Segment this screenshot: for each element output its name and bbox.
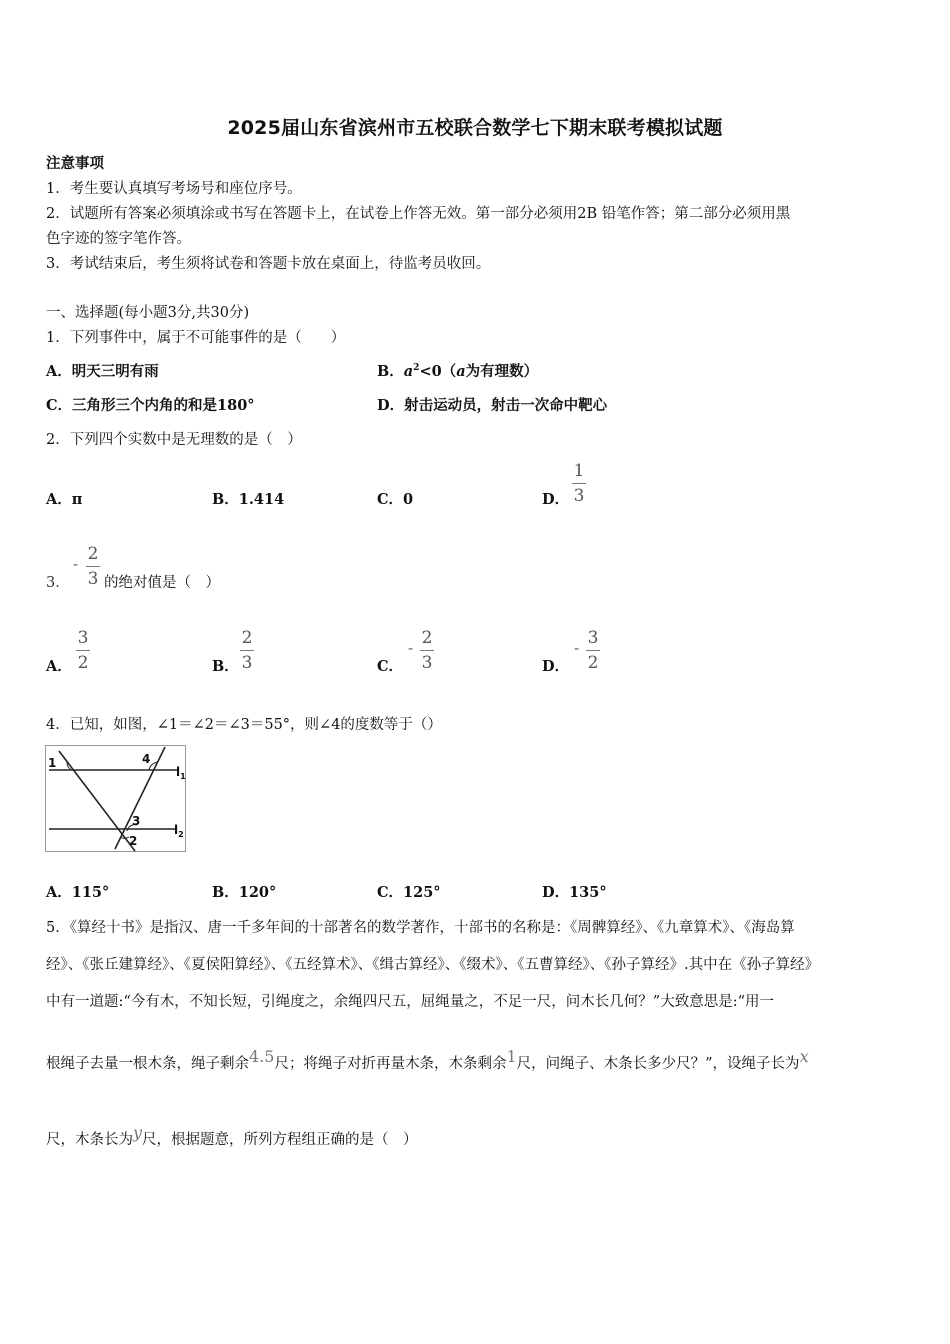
q5-line-3: 中有一道题:“今有木，不知长短，引绳度之，余绳四尺五，屈绳量之，不足一尺，问木长几何？”大致意思是:“用一 bbox=[46, 994, 775, 1010]
q2-option-c: C．0 bbox=[377, 491, 414, 508]
q2-stem: 2．下列四个实数中是无理数的是（ ） bbox=[46, 432, 302, 448]
q1-option-c: C．三角形三个内角的和是180° bbox=[46, 397, 255, 414]
q3-d-neg-sign: - bbox=[574, 639, 580, 657]
q1-option-b-label: B． bbox=[377, 363, 404, 380]
q4-figure bbox=[45, 745, 187, 853]
q1-option-b bbox=[377, 360, 538, 381]
notice-item-2: 2．试题所有答案必须填涂或书写在答题卡上，在试卷上作答无效。第一部分必须用2B 铅笔作答；第二部分必须用黑 bbox=[46, 206, 791, 222]
q2-d-numerator: 1 bbox=[573, 461, 585, 481]
q5-line-5 bbox=[46, 1123, 418, 1149]
q3-option-d-label: D． bbox=[542, 658, 570, 675]
fig-line-l2-base: l bbox=[174, 823, 179, 837]
fig-line-l1-base: l bbox=[176, 765, 181, 779]
fig-line-l2-sub: 2 bbox=[178, 830, 184, 839]
q4-option-c: C．125° bbox=[377, 884, 441, 901]
q3-stem-denominator: 3 bbox=[87, 569, 99, 589]
fig-label-1: 1 bbox=[48, 756, 57, 770]
q1-stem: 1．下列事件中，属于不可能事件的是（ ） bbox=[46, 330, 346, 346]
q5-value-1: 1 bbox=[506, 1047, 517, 1066]
q3-option-c-label: C． bbox=[377, 658, 404, 675]
q5-line-1: 5．《算经十书》是指汉、唐一千多年间的十部著名的数学著作，十部书的名称是：《周髀算经》、《九章算术》、《海岛算 bbox=[46, 920, 795, 936]
q5-line-5-a: 尺，木条长为 bbox=[46, 1132, 133, 1148]
q5-line-4-c: 尺，问绳子、木条长多少尺？”，设绳子长为 bbox=[516, 1056, 800, 1072]
q4-option-a: A．115° bbox=[46, 884, 110, 901]
q3-a-numerator: 3 bbox=[77, 628, 89, 648]
q3-option-d-fraction bbox=[586, 628, 600, 673]
q1-option-b-tail: 为有理数） bbox=[465, 363, 539, 380]
q4-stem: 4．已知，如图，∠1＝∠2＝∠3＝55°，则∠4的度数等于（） bbox=[46, 717, 442, 733]
q1-inequality: <0（ bbox=[419, 363, 457, 380]
q3-neg-sign: - bbox=[73, 555, 79, 573]
notice-item-1: 1．考生要认真填写考场号和座位序号。 bbox=[46, 181, 302, 197]
q5-line-2: 经》、《张丘建算经》、《夏侯阳算经》、《五经算术》、《缉古算经》、《缀术》、《五曹算经》、《孙子算经》.其中在《孙子算经》 bbox=[46, 957, 820, 973]
page-title: 2025届山东省滨州市五校联合数学七下期末联考模拟试题 bbox=[227, 117, 723, 139]
q3-option-a-fraction bbox=[76, 628, 90, 673]
q1-option-a: A．明天三明有雨 bbox=[46, 363, 159, 380]
q5-line-4-a: 根绳子去量一根木条，绳子剩余 bbox=[46, 1056, 249, 1072]
q3-a-denominator: 2 bbox=[77, 653, 89, 673]
q5-var-y: y bbox=[133, 1123, 143, 1142]
q3-stem-numerator: 2 bbox=[87, 544, 99, 564]
q3-d-numerator: 3 bbox=[587, 628, 599, 648]
q3-stem: 的绝对值是（ ） bbox=[104, 575, 220, 591]
q5-var-x: x bbox=[799, 1047, 809, 1066]
fig-line-l1-sub: 1 bbox=[180, 772, 186, 781]
q3-c-denominator: 3 bbox=[421, 653, 433, 673]
q3-option-b-fraction bbox=[240, 628, 254, 673]
q2-option-b: B．1.414 bbox=[212, 491, 285, 508]
q3-b-numerator: 2 bbox=[241, 628, 253, 648]
q1-var-a: a bbox=[403, 363, 414, 380]
q2-option-d-label: D． bbox=[542, 491, 570, 508]
q3-c-numerator: 2 bbox=[421, 628, 433, 648]
q5-value-4-5: 4.5 bbox=[249, 1047, 275, 1066]
q4-option-b: B．120° bbox=[212, 884, 277, 901]
q5-line-4 bbox=[46, 1047, 809, 1073]
notice-item-2-cont: 色字迹的签字笔作答。 bbox=[46, 231, 191, 247]
section-heading: 一、选择题(每小题3分,共30分) bbox=[46, 305, 250, 321]
q3-stem-fraction bbox=[86, 544, 100, 589]
q3-b-denominator: 3 bbox=[241, 653, 253, 673]
q5-line-4-b: 尺；将绳子对折再量木条，木条剩余 bbox=[274, 1056, 507, 1072]
fig-label-2: 2 bbox=[129, 834, 138, 848]
q3-number: 3． bbox=[46, 575, 70, 591]
q3-option-b-label: B． bbox=[212, 658, 239, 675]
q1-var-a2: a bbox=[456, 363, 466, 380]
q4-option-d: D．135° bbox=[542, 884, 607, 901]
q3-option-a-label: A． bbox=[46, 658, 72, 675]
q5-line-5-b: 尺，根据题意，所列方程组正确的是（ ） bbox=[142, 1132, 418, 1148]
q3-d-denominator: 2 bbox=[587, 653, 599, 673]
fig-label-3: 3 bbox=[132, 814, 141, 828]
q2-d-denominator: 3 bbox=[573, 486, 585, 506]
fig-label-4: 4 bbox=[142, 752, 151, 766]
q1-exponent: 2 bbox=[413, 363, 420, 374]
notice-item-3: 3．考试结束后，考生须将试卷和答题卡放在桌面上，待监考员收回。 bbox=[46, 256, 491, 272]
notice-heading: 注意事项 bbox=[46, 155, 104, 172]
q3-option-c-fraction bbox=[420, 628, 434, 673]
q1-option-d: D．射击运动员，射击一次命中靶心 bbox=[377, 397, 608, 414]
q2-option-d-fraction bbox=[572, 461, 586, 506]
q2-option-a: A．π bbox=[46, 491, 83, 508]
q3-c-neg-sign: - bbox=[408, 639, 414, 657]
